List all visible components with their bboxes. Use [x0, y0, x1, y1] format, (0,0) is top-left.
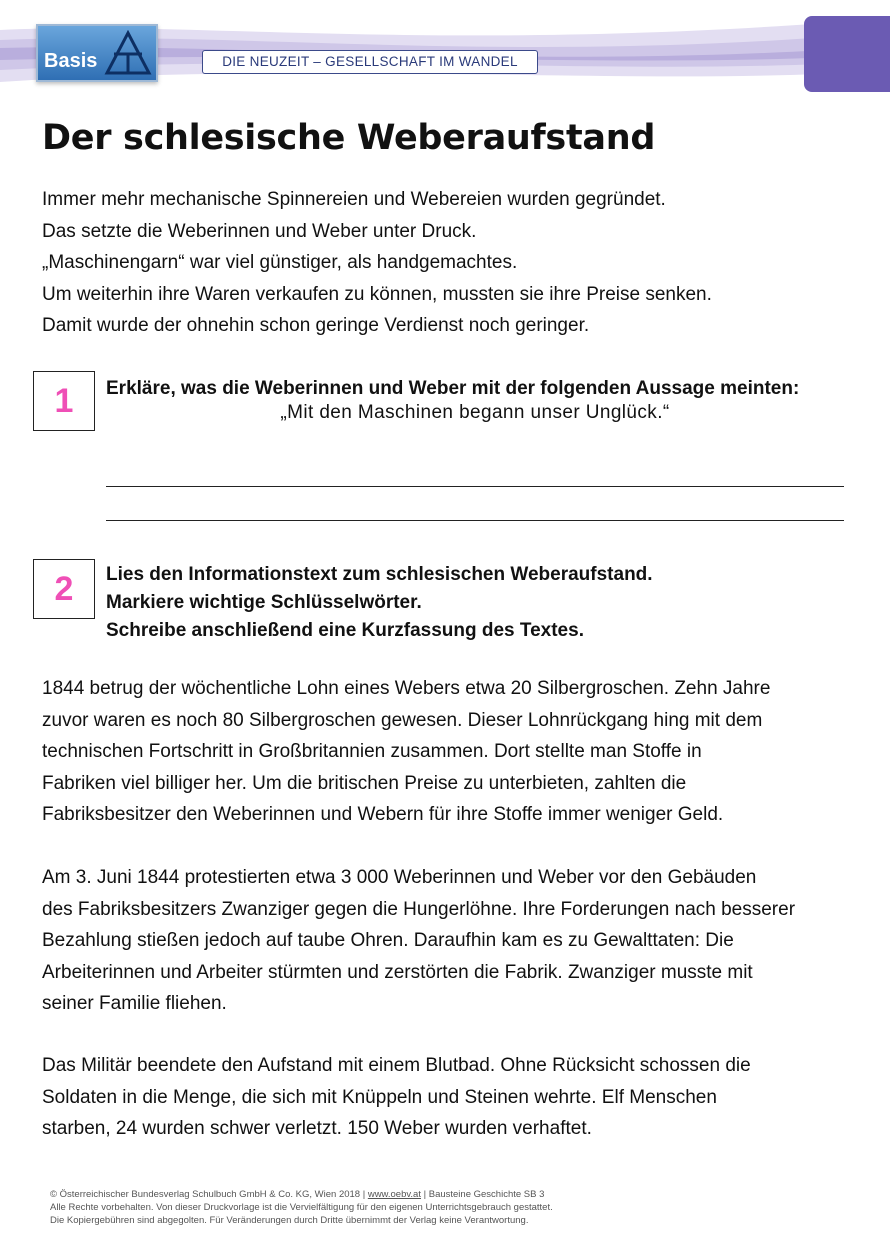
answer-line[interactable] [106, 520, 844, 521]
answer-line[interactable] [106, 486, 844, 487]
text-line: des Fabriksbesitzers Zwanziger gegen die Hungerlöhne. Ihre Forderungen nach besserer [42, 898, 796, 920]
intro-text [42, 184, 862, 342]
text-line: Am 3. Juni 1844 protestierten etwa 3 000 Weberinnen und Weber vor den Gebäuden [42, 867, 757, 888]
footer-line: Die Kopiergebühren sind abgegolten. Für Veränderungen durch Dritte übernimmt der Verlag keine Verantwortung. [50, 1215, 529, 1226]
task-2-line: Markiere wichtige Schlüsselwörter. [106, 592, 422, 613]
intro-line: Damit wurde der ohnehin schon geringe Verdienst noch geringer. [42, 315, 590, 336]
intro-line: Das setzte die Weberinnen und Weber unter Druck. [42, 220, 477, 242]
text-line: zuvor waren es noch 80 Silbergroschen gewesen. Dieser Lohnrückgang hing mit dem [42, 709, 763, 731]
triangle-logo-icon [104, 30, 152, 76]
task-number-1: 1 [33, 371, 95, 431]
text-line: technischen Fortschritt in Großbritannien zusammen. Dort stellte man Stoffe in [42, 741, 702, 762]
text-line: Soldaten in die Menge, die sich mit Knüppeln und Steinen wehrte. Elf Menschen [42, 1086, 717, 1108]
info-paragraph-1 [42, 673, 862, 831]
intro-line: Um weiterhin ihre Waren verkaufen zu können, mussten sie ihre Preise senken. [42, 283, 712, 305]
text-line: starben, 24 wurden schwer verletzt. 150 Weber wurden verhaftet. [42, 1118, 592, 1139]
task-1-text: Erkläre, was die Weberinnen und Weber mit der folgenden Aussage meinten: [106, 378, 800, 399]
page-title: Der schlesische Weberaufstand [42, 118, 656, 158]
corner-decoration [804, 16, 890, 92]
text-line: seiner Familie fliehen. [42, 993, 227, 1014]
text-line: 1844 betrug der wöchentliche Lohn eines Webers etwa 20 Silbergroschen. Zehn Jahre [42, 678, 771, 699]
text-line: Arbeiterinnen und Arbeiter stürmten und zerstörten die Fabrik. Zwanziger musste mit [42, 961, 753, 983]
basis-logo [36, 24, 158, 82]
info-paragraph-3 [42, 1050, 862, 1145]
footer-copyright [50, 1188, 850, 1227]
footer-text: | Bausteine Geschichte SB 3 [420, 1189, 545, 1200]
task-2-line: Lies den Informationstext zum schlesischen Weberaufstand. [106, 564, 653, 585]
logo-text: Basis [44, 50, 98, 72]
intro-line: „Maschinengarn“ war viel günstiger, als handgemachtes. [42, 252, 518, 273]
footer-line: Alle Rechte vorbehalten. Von dieser Druckvorlage ist die Vervielfältigung für den eigenen Unterrichtsgebrauch gestattet. [50, 1202, 553, 1213]
task-number-2: 2 [33, 559, 95, 619]
text-line: Das Militär beendete den Aufstand mit einem Blutbad. Ohne Rücksicht schossen die [42, 1055, 751, 1076]
info-paragraph-2 [42, 862, 862, 1020]
task-1-instruction [106, 375, 866, 403]
text-line: Fabriksbesitzer den Weberinnen und Webern für ihre Stoffe immer weniger Geld. [42, 804, 724, 825]
text-line: Fabriken viel billiger her. Um die britischen Preise zu unterbieten, zahlten die [42, 772, 687, 794]
publisher-link[interactable]: www.oebv.at [367, 1189, 421, 1200]
topic-label: DIE NEUZEIT – GESELLSCHAFT IM WANDEL [202, 50, 538, 74]
intro-line: Immer mehr mechanische Spinnereien und Webereien wurden gegründet. [42, 189, 666, 210]
footer-text: © Österreichischer Bundesverlag Schulbuch GmbH & Co. KG, Wien 2018 | [50, 1189, 368, 1200]
task-1-quote: „Mit den Maschinen begann unser Unglück.“ [280, 402, 670, 423]
text-line: Bezahlung stießen jedoch auf taube Ohren. Daraufhin kam es zu Gewalttaten: Die [42, 930, 734, 951]
footer-line [50, 1188, 850, 1201]
task-2-line: Schreibe anschließend eine Kurzfassung des Textes. [106, 620, 584, 641]
task-2-instruction [106, 561, 866, 645]
